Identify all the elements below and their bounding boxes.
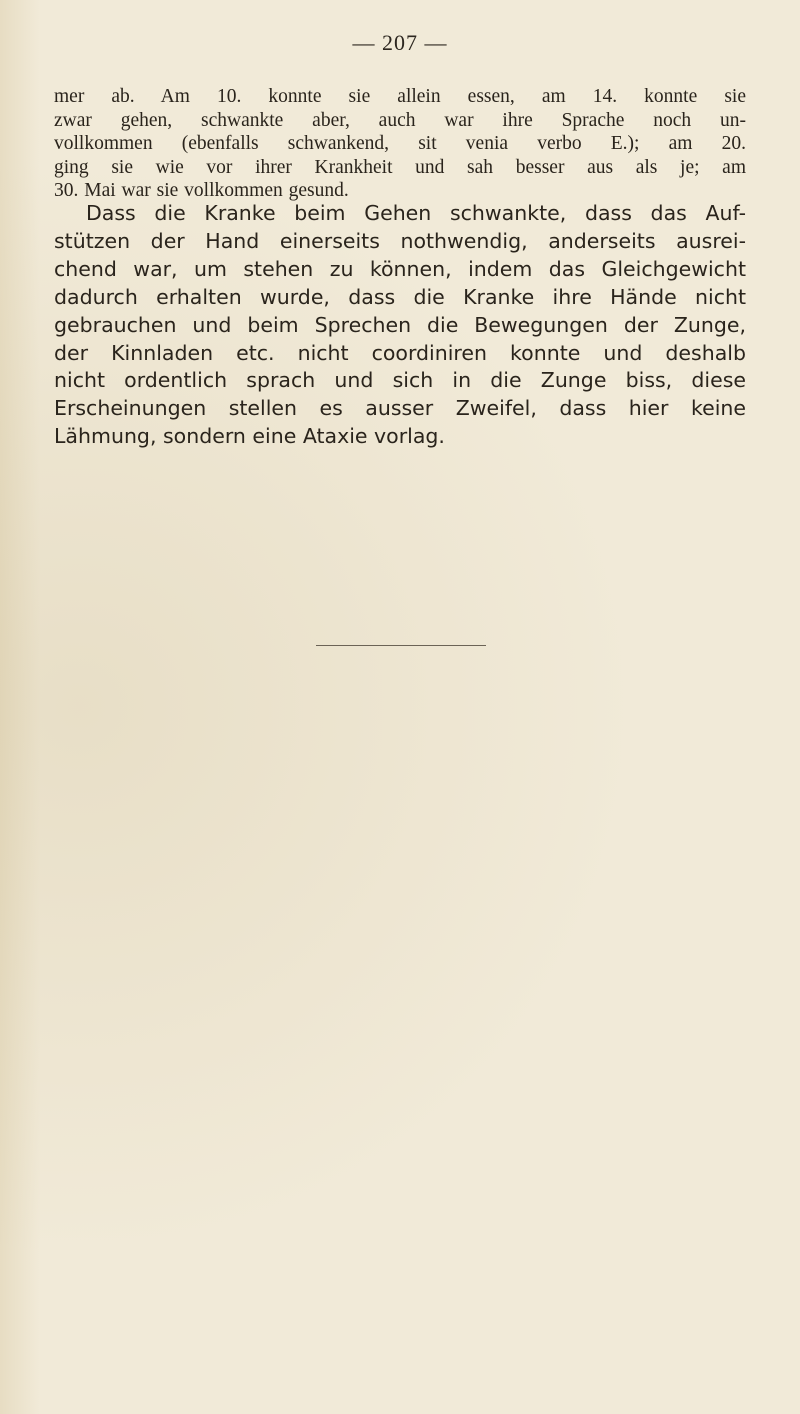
text-line: nicht ordentlich sprach und sich in die Zunge biss, diese xyxy=(54,368,746,393)
page-number-header: — 207 — xyxy=(352,30,448,55)
text-line: chend war, um stehen zu können, indem das Gleichgewicht xyxy=(54,256,746,281)
paragraph-conclusion xyxy=(54,200,746,451)
text-line: Dass die Kranke beim Gehen schwankte, dass das Auf- xyxy=(86,201,746,225)
text-line: zwar gehen, schwankte aber, auch war ihre Sprache noch un- xyxy=(54,109,746,131)
text-line: dadurch erhalten wurde, dass die Kranke ihre Hände nicht xyxy=(54,284,746,309)
paragraph-case-notes xyxy=(54,85,746,203)
text-line: ging sie wie vor ihrer Krankheit und sah besser aus als je; am xyxy=(54,156,746,178)
text-line: Lähmung, sondern eine Ataxie vorlag. xyxy=(54,424,445,449)
text-line: der Kinnladen etc. nicht coordiniren konnte und deshalb xyxy=(54,340,746,365)
text-line: stützen der Hand einerseits nothwendig, anderseits ausrei- xyxy=(54,228,746,253)
text-line: 30. Mai war sie vollkommen gesund. xyxy=(54,180,349,201)
section-divider xyxy=(316,645,486,646)
text-line: gebrauchen und beim Sprechen die Bewegungen der Zunge, xyxy=(54,312,746,337)
text-line: Erscheinungen stellen es ausser Zweifel, dass hier keine xyxy=(54,396,746,421)
text-line: mer ab. Am 10. konnte sie allein essen, am 14. konnte sie xyxy=(54,86,746,107)
text-line: vollkommen (ebenfalls schwankend, sit venia verbo E.); am 20. xyxy=(54,133,746,154)
